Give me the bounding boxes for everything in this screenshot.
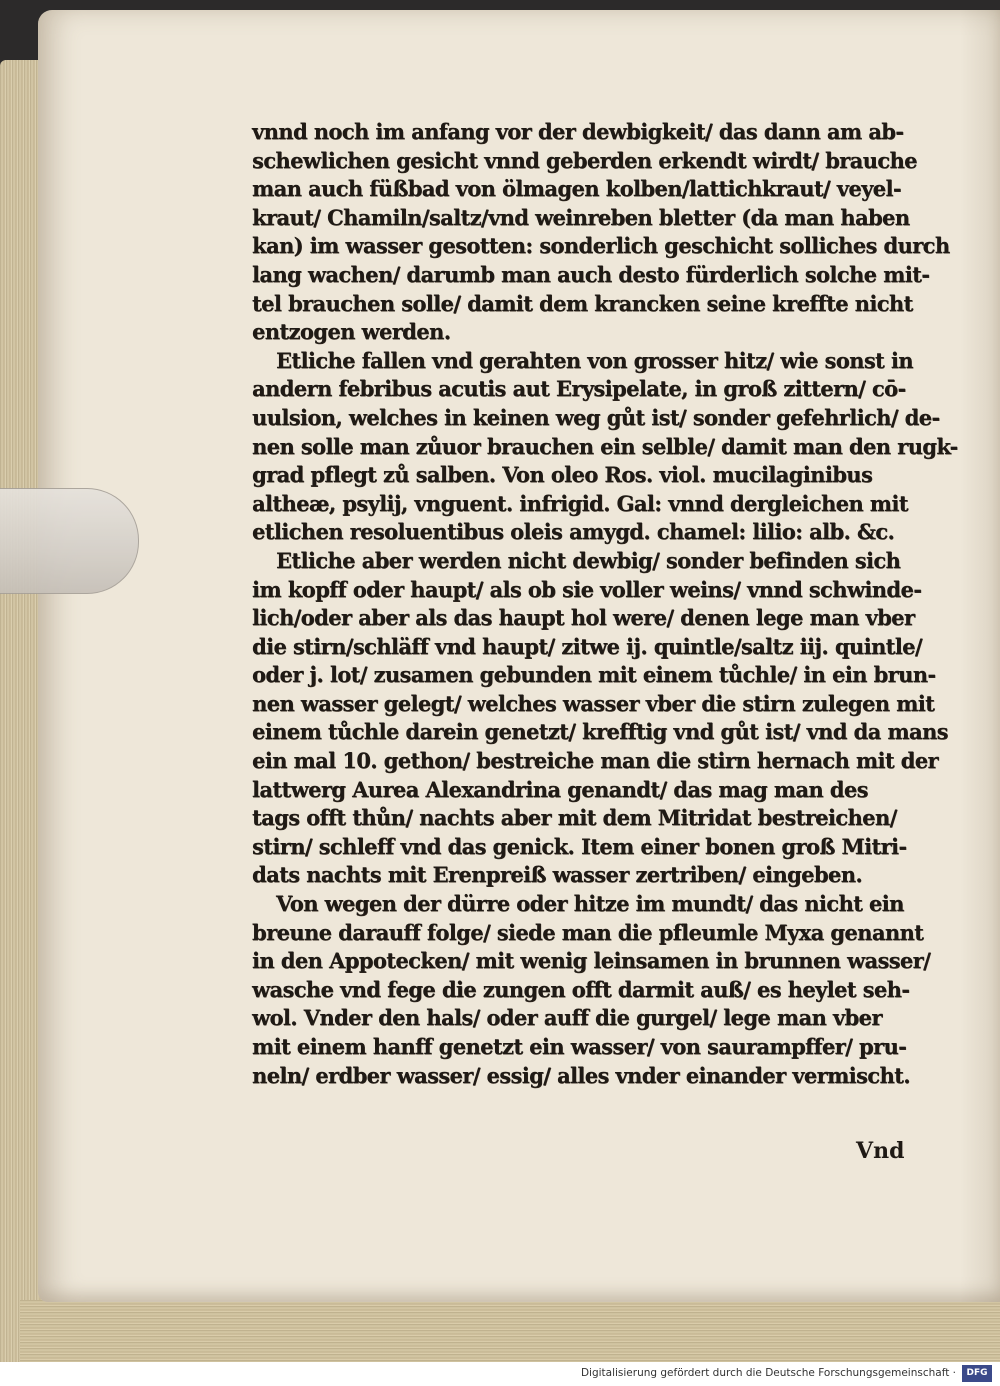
text-line: mit einem hanff genetzt ein wasser/ von saurampffer/ pru- (252, 1034, 907, 1059)
text-line: grad pflegt zů salben. Von oleo Ros. viol. mucilaginibus (252, 462, 873, 488)
text-line: andern febribus acutis aut Erysipelate, in groß zittern/ cō- (252, 376, 906, 402)
footer-bar (0, 1362, 1000, 1386)
page-text (252, 118, 958, 1090)
text-line: lattwerg Aurea Alexandrina genandt/ das mag man des (252, 776, 868, 802)
catchword: Vnd (856, 1138, 905, 1164)
paragraph-start: Etliche fallen vnd gerahten von grosser hitz/ wie sonst in (276, 347, 913, 373)
text-line: nen solle man zůuor brauchen ein selble/ damit man den rugk- (252, 433, 958, 459)
paragraph-start: Etliche aber werden nicht dewbig/ sonder befinden sich (276, 547, 901, 573)
text-line: entzogen werden. (252, 319, 451, 345)
text-line: uulsion, welches in keinen weg gůt ist/ sonder gefehrlich/ de- (252, 404, 940, 430)
paragraph-start: Von wegen der dürre oder hitze im mundt/ das nicht ein (276, 891, 904, 917)
text-line: tags offt thůn/ nachts aber mit dem Mitridat bestreichen/ (252, 805, 897, 831)
text-line: lich/oder aber als das haupt hol were/ denen lege man vber (252, 605, 915, 631)
text-line: stirn/ schleff vnd das genick. Item einer bonen groß Mitri- (252, 833, 907, 859)
text-line: dats nachts mit Erenpreiß wasser zertriben/ eingeben. (252, 862, 863, 888)
text-line: schewlichen gesicht vnnd geberden erkendt wirdt/ brauche (252, 147, 917, 173)
text-line: einem tůchle darein genetzt/ krefftig vnd gůt ist/ vnd da mans (252, 719, 948, 745)
text-line: kraut/ Chamiln/saltz/vnd weinreben bletter (da man haben (252, 204, 910, 230)
text-line: man auch füßbad von ölmagen kolben/lattichkraut/ veyel- (252, 176, 901, 202)
bookmark-clip (0, 488, 139, 594)
text-line: altheæ, psylij, vnguent. infrigid. Gal: vnnd dergleichen mit (252, 490, 908, 516)
text-line: kan) im wasser gesotten: sonderlich geschicht solliches durch (252, 233, 950, 259)
text-line: neln/ erdber wasser/ essig/ alles vnder einander vermischt. (252, 1062, 910, 1088)
dfg-logo: DFG (962, 1365, 992, 1382)
page-edges-bottom (20, 1300, 1000, 1362)
text-line: ein mal 10. gethon/ bestreiche man die stirn hernach mit der (252, 748, 938, 774)
text-line: wol. Vnder den hals/ oder auff die gurgel/ lege man vber (252, 1005, 882, 1031)
text-line: breune darauff folge/ siede man die pfleumle Myxa genannt (252, 919, 924, 945)
text-line: in den Appotecken/ mit wenig leinsamen in brunnen wasser/ (252, 948, 931, 974)
text-line: oder j. lot/ zusamen gebunden mit einem tůchle/ in ein brun- (252, 662, 936, 688)
funding-notice: Digitalisierung gefördert durch die Deutsche Forschungsgemeinschaft · (580, 1367, 956, 1379)
text-line: vnnd noch im anfang vor der dewbigkeit/ das dann am ab- (252, 119, 904, 144)
text-line: nen wasser gelegt/ welches wasser vber die stirn zulegen mit (252, 690, 935, 716)
text-line: wasche vnd fege die zungen offt darmit auß/ es heylet seh- (252, 976, 910, 1002)
text-line: im kopff oder haupt/ als ob sie voller weins/ vnnd schwinde- (252, 576, 922, 602)
text-line: tel brauchen solle/ damit dem krancken seine kreffte nicht (252, 290, 913, 316)
text-line: etlichen resoluentibus oleis amygd. chamel: lilio: alb. &c. (252, 519, 895, 545)
text-line: lang wachen/ darumb man auch desto fürderlich solche mit- (252, 261, 930, 287)
text-line: die stirn/schläff vnd haupt/ zitwe ij. quintle/saltz iij. quintle/ (252, 633, 922, 659)
